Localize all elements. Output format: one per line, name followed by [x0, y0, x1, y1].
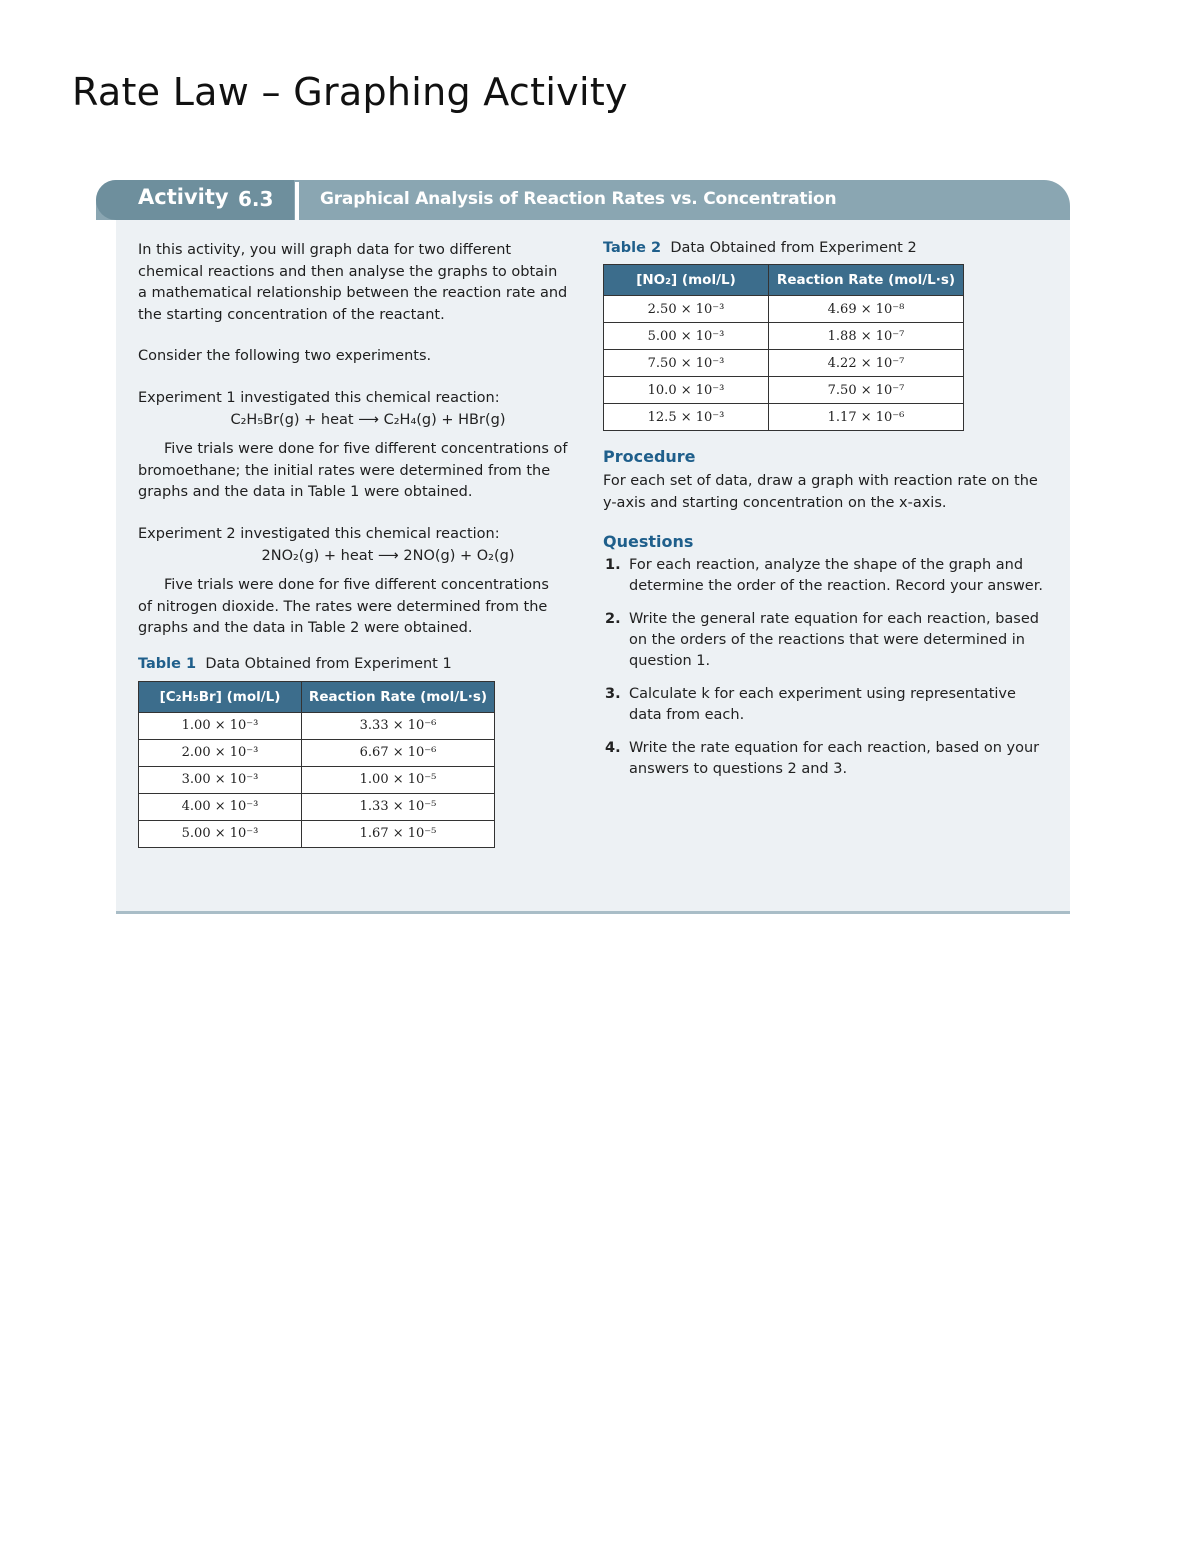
question-number: 3. — [605, 686, 621, 702]
list-item — [603, 738, 1043, 780]
table1 — [138, 681, 495, 848]
experiment1-equation: C₂H₅Br(g) + heat ⟶ C₂H₄(g) + HBr(g) — [230, 412, 506, 428]
table1-caption-text: Data Obtained from Experiment 1 — [205, 655, 452, 672]
question-text: Calculate k for each experiment using representative data from each. — [629, 686, 1016, 723]
question-number: 4. — [605, 740, 621, 756]
experiment2-equation: 2NO₂(g) + heat ⟶ 2NO(g) + O₂(g) — [261, 548, 515, 564]
question-number: 1. — [605, 557, 621, 573]
table2-cell: 7.50 × 10⁻³ — [604, 350, 769, 377]
table1-cell: 5.00 × 10⁻³ — [139, 820, 302, 847]
table2-cell: 4.22 × 10⁻⁷ — [769, 350, 964, 377]
table2-caption — [603, 240, 1043, 256]
question-number: 2. — [605, 611, 621, 627]
table2-cell: 5.00 × 10⁻³ — [604, 323, 769, 350]
table2-header-concentration: [NO₂] (mol/L) — [604, 265, 769, 296]
table1-cell: 1.33 × 10⁻⁵ — [302, 793, 495, 820]
table1-cell: 6.67 × 10⁻⁶ — [302, 739, 495, 766]
table-row — [604, 323, 964, 350]
consider-paragraph: Consider the following two experiments. — [138, 348, 432, 364]
panel-bottom-rule — [116, 911, 1070, 914]
table2-cell: 7.50 × 10⁻⁷ — [769, 377, 964, 404]
experiment2-heading: Experiment 2 investigated this chemical reaction: — [138, 525, 500, 542]
questions-heading: Questions — [603, 532, 694, 551]
list-item — [603, 609, 1043, 672]
table2-cell: 4.69 × 10⁻⁸ — [769, 296, 964, 323]
activity-number: 6.3 — [238, 187, 274, 211]
table-row — [139, 820, 495, 847]
table2-cell: 10.0 × 10⁻³ — [604, 377, 769, 404]
table1-cell: 1.67 × 10⁻⁵ — [302, 820, 495, 847]
table1-cell: 2.00 × 10⁻³ — [139, 739, 302, 766]
table1-cell: 1.00 × 10⁻³ — [139, 712, 302, 739]
table2-cell: 1.88 × 10⁻⁷ — [769, 323, 964, 350]
table-row — [139, 739, 495, 766]
table1-header-rate: Reaction Rate (mol/L·s) — [302, 681, 495, 712]
questions-list — [603, 555, 1043, 780]
experiment1-text: Five trials were done for five different concentrations of bromoethane; the initial rates were determined from the graphs and the data in Table 1 were obtained. — [138, 441, 568, 500]
table-row — [604, 296, 964, 323]
activity-label-block — [96, 180, 294, 220]
activity-box — [96, 180, 1070, 916]
table1-cell: 1.00 × 10⁻⁵ — [302, 766, 495, 793]
procedure-heading: Procedure — [603, 447, 696, 466]
question-text: Write the general rate equation for each reaction, based on the orders of the reactions that were determined in question 1. — [629, 611, 1039, 669]
banner-divider — [295, 182, 299, 220]
table2-cell: 1.17 × 10⁻⁶ — [769, 404, 964, 431]
experiment1-heading: Experiment 1 investigated this chemical reaction: — [138, 389, 500, 406]
table-row — [139, 793, 495, 820]
table2-cell: 2.50 × 10⁻³ — [604, 296, 769, 323]
table2-caption-text: Data Obtained from Experiment 2 — [670, 240, 917, 256]
page-title: Rate Law – Graphing Activity — [72, 70, 628, 114]
table1-caption — [138, 656, 578, 672]
table-row — [139, 712, 495, 739]
activity-label: Activity — [138, 185, 229, 209]
table1-cell: 3.00 × 10⁻³ — [139, 766, 302, 793]
list-item — [603, 684, 1043, 726]
table-row — [604, 377, 964, 404]
table1-label: Table 1 — [138, 655, 197, 672]
table-row — [604, 350, 964, 377]
question-text: Write the rate equation for each reaction, based on your answers to questions 2 and 3. — [629, 740, 1040, 777]
right-column — [603, 240, 1043, 780]
table1-header-concentration: [C₂H₅Br] (mol/L) — [139, 681, 302, 712]
table-row — [139, 766, 495, 793]
table1-cell: 4.00 × 10⁻³ — [139, 793, 302, 820]
table-row — [604, 404, 964, 431]
table1-cell: 3.33 × 10⁻⁶ — [302, 712, 495, 739]
table2-header-rate: Reaction Rate (mol/L·s) — [769, 265, 964, 296]
experiment2-text: Five trials were done for five different concentrations of nitrogen dioxide. The rates were determined from the graphs and the data in Table 2 were obtained. — [138, 577, 549, 636]
table2-label: Table 2 — [603, 240, 662, 256]
question-text: For each reaction, analyze the shape of the graph and determine the order of the reaction. Record your answer. — [629, 557, 1043, 594]
procedure-text: For each set of data, draw a graph with reaction rate on the y-axis and starting concentration on the x-axis. — [603, 473, 1038, 511]
intro-paragraph: In this activity, you will graph data for two different chemical reactions and then analyse the graphs to obtain a mathematical relationship between the reaction rate and the starting concentration of the reactant. — [138, 242, 568, 323]
table2-cell: 12.5 × 10⁻³ — [604, 404, 769, 431]
activity-banner — [96, 180, 1070, 220]
table2 — [603, 264, 964, 431]
activity-title: Graphical Analysis of Reaction Rates vs. Concentration — [320, 189, 837, 209]
left-column — [138, 240, 578, 848]
list-item — [603, 555, 1043, 597]
